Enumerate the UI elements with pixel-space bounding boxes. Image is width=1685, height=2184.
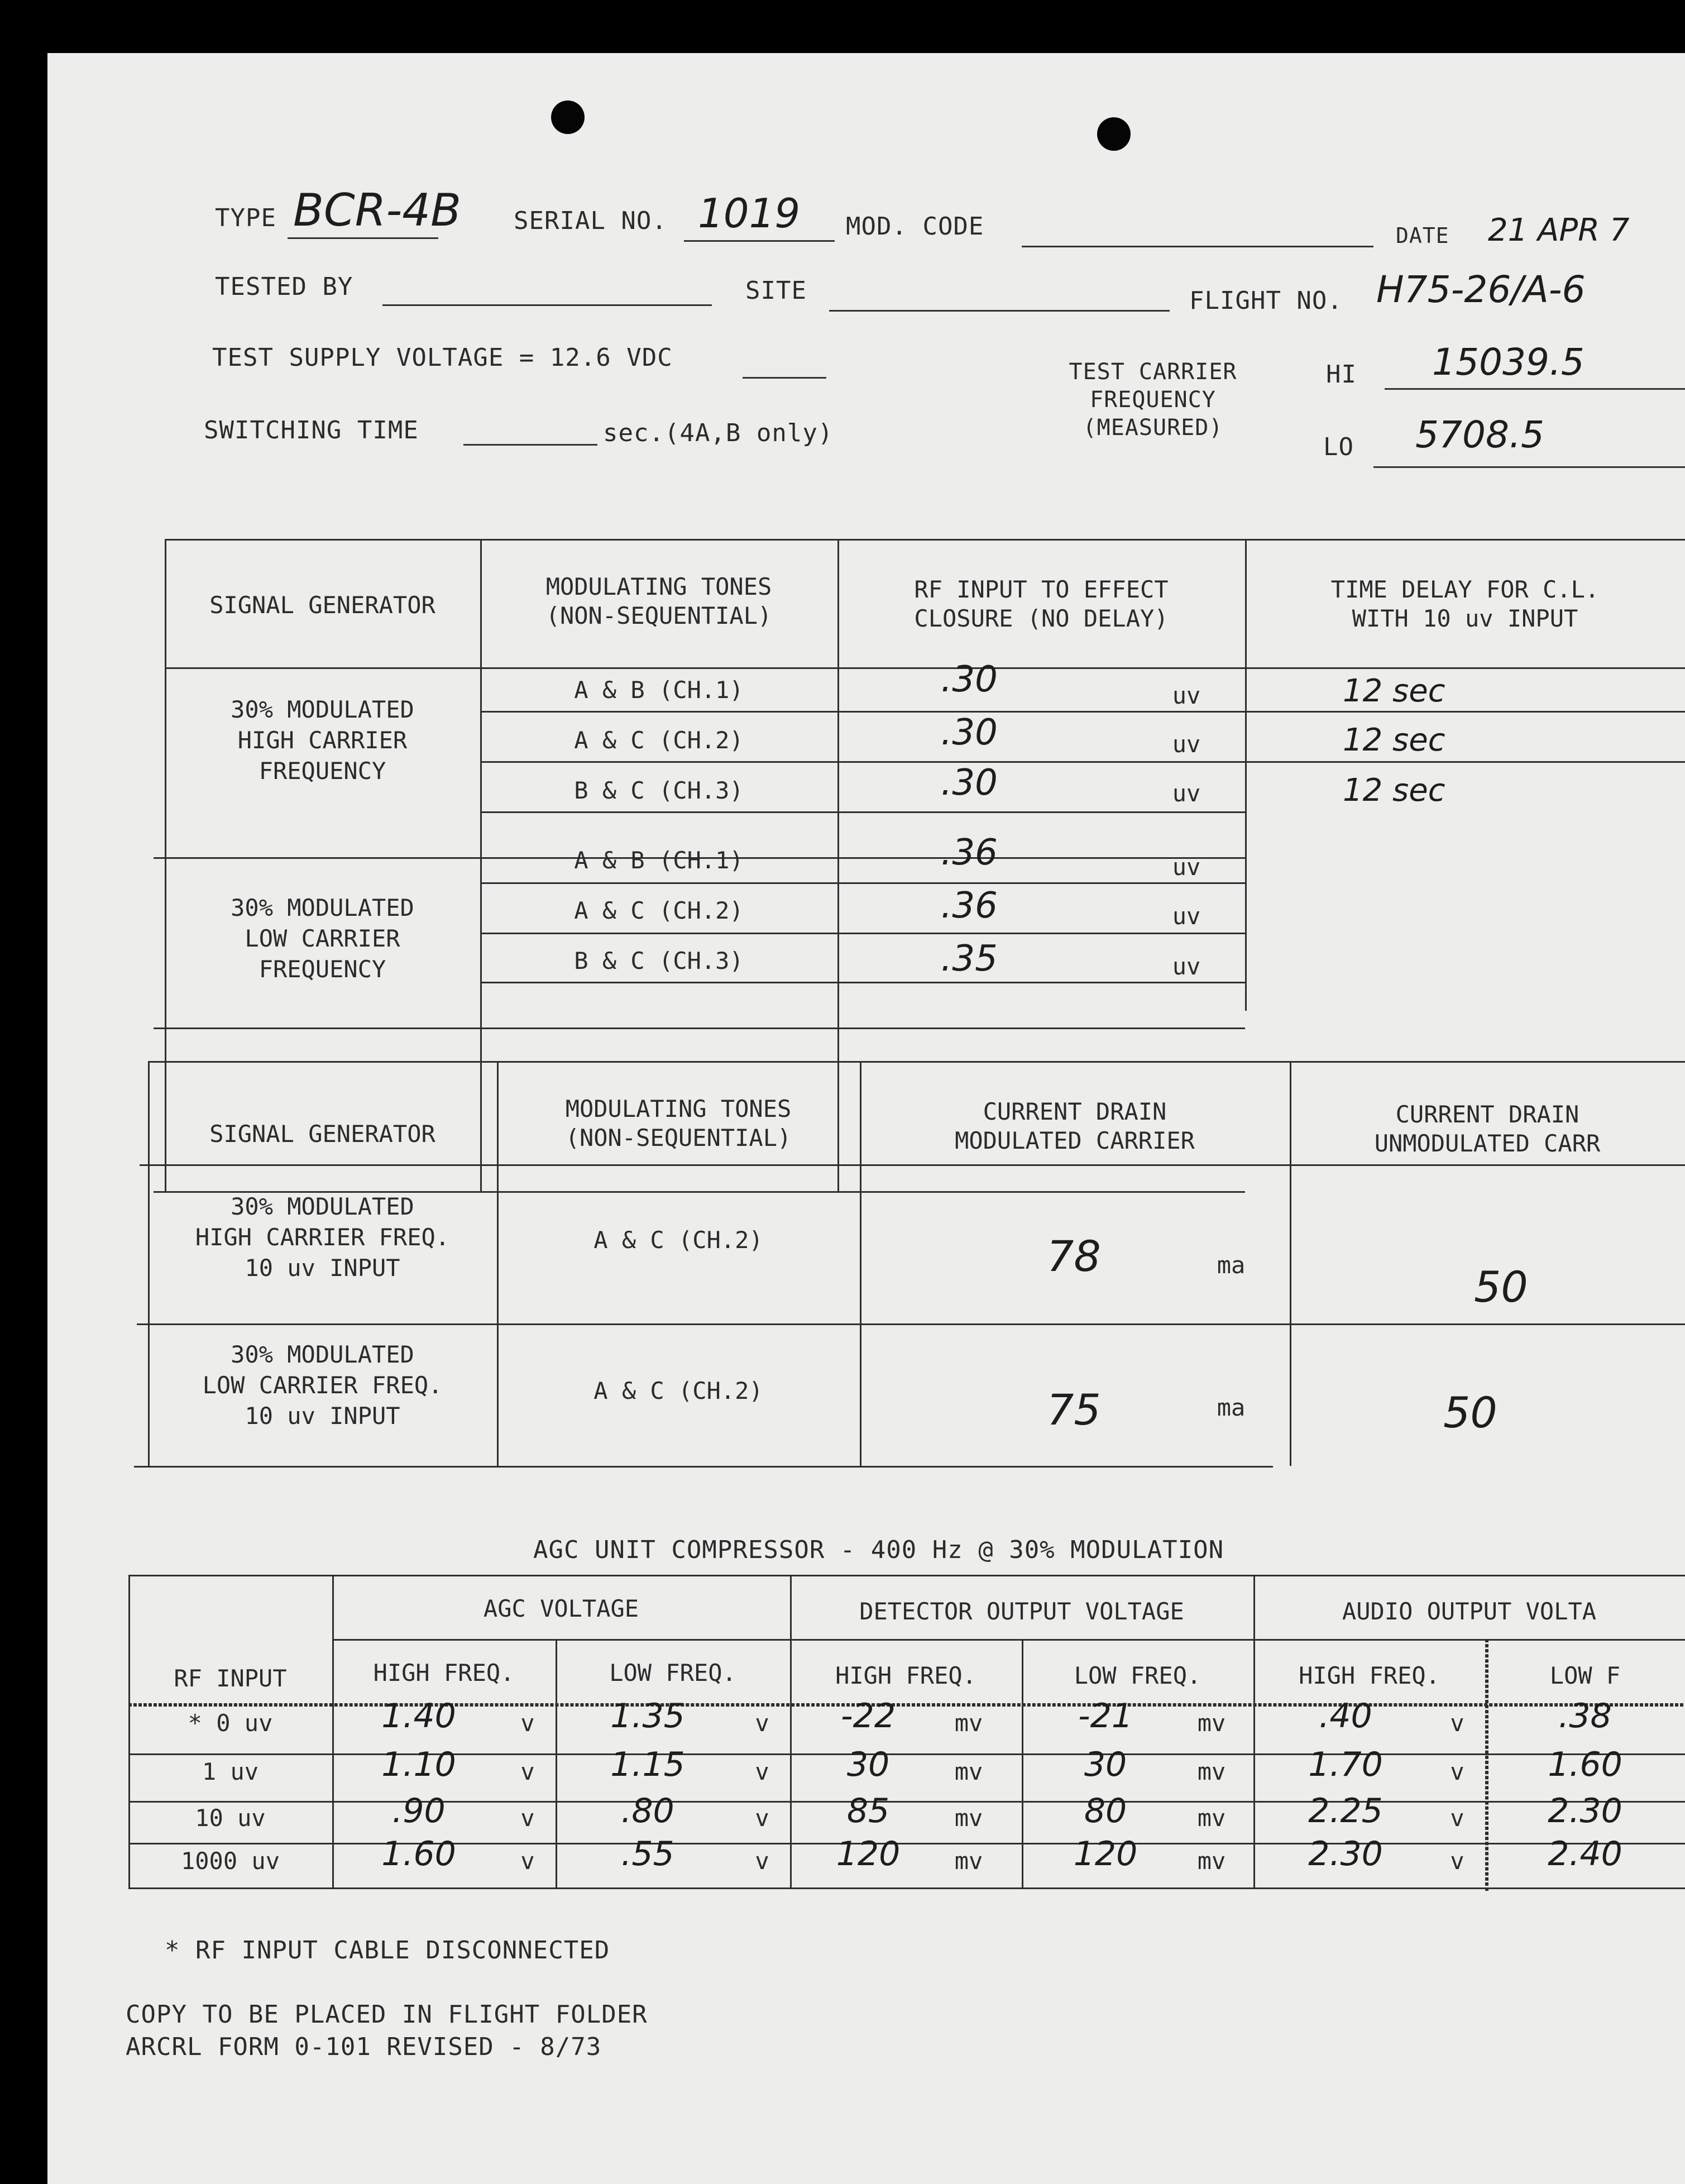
agc-unit: mv <box>954 1847 983 1875</box>
date-value: 21 APR 7 <box>1488 212 1630 248</box>
agc-cell-aud-hi: 1.70 <box>1308 1745 1383 1784</box>
t1-unit: uv <box>1172 730 1201 758</box>
t1-value: .35 <box>941 938 998 979</box>
agc-cell-det-hi: 30 <box>846 1745 890 1784</box>
agc-cell-det-lo: 80 <box>1084 1791 1127 1831</box>
agc-unit: v <box>755 1804 769 1832</box>
t1-unit: uv <box>1172 953 1201 980</box>
t1-value: .36 <box>941 832 998 873</box>
t1-header-signal-generator: SIGNAL GENERATOR <box>209 591 435 619</box>
t1-tone: A & C (CH.2) <box>574 727 744 754</box>
t3-group-audio: AUDIO OUTPUT VOLTA <box>1342 1598 1597 1625</box>
agc-unit: v <box>755 1758 769 1785</box>
agc-unit: v <box>755 1709 769 1737</box>
agc-unit: v <box>1450 1709 1464 1737</box>
t2-mod-value: 75 <box>1047 1385 1101 1435</box>
t1-delay: 12 sec <box>1343 673 1445 709</box>
hi-label: HI <box>1326 360 1357 389</box>
agc-cell-agc-hi: 1.40 <box>381 1696 456 1736</box>
agc-cell-agc-hi: 1.10 <box>381 1745 456 1784</box>
t2-header-signal-generator: SIGNAL GENERATOR <box>209 1120 435 1148</box>
agc-cell-aud-hi: 2.25 <box>1308 1791 1383 1831</box>
supply-voltage-label: TEST SUPPLY VOLTAGE = 12.6 VDC <box>212 343 673 372</box>
agc-cell-det-hi: 85 <box>846 1791 890 1831</box>
switching-time-label: SWITCHING TIME <box>204 416 419 445</box>
footer-line-2: ARCRL FORM 0-101 REVISED - 8/73 <box>126 2033 602 2061</box>
t2-unmod-value: 50 <box>1474 1262 1528 1312</box>
t2-gen-line: HIGH CARRIER FREQ. <box>195 1224 450 1251</box>
t2-gen-line: 30% MODULATED <box>231 1193 414 1220</box>
carrier-label-3: (MEASURED) <box>1083 415 1223 441</box>
t1-unit: uv <box>1172 780 1201 807</box>
agc-cell-agc-lo: 1.35 <box>610 1696 685 1736</box>
lo-value: 5708.5 <box>1415 413 1544 456</box>
agc-cell-input: * 0 uv <box>188 1709 273 1737</box>
t2-mod-value: 78 <box>1047 1231 1101 1281</box>
t2-header-tones-sub: (NON-SEQUENTIAL) <box>565 1124 792 1151</box>
agc-cell-aud-lo: .38 <box>1558 1696 1612 1736</box>
t2-unit: ma <box>1217 1251 1246 1279</box>
agc-cell-agc-lo: 1.15 <box>610 1745 685 1784</box>
t2-gen-line: LOW CARRIER FREQ. <box>202 1371 443 1399</box>
t1-value: .30 <box>941 762 998 804</box>
date-label: DATE <box>1396 223 1449 248</box>
t1-tone: A & C (CH.2) <box>574 897 744 924</box>
t1-group-high-1: 30% MODULATED <box>231 696 414 723</box>
t2-tone: A & C (CH.2) <box>593 1226 763 1254</box>
switching-suffix: sec.(4A,B only) <box>603 419 834 447</box>
t2-header-drain-unmod: CURRENT DRAIN <box>1395 1101 1579 1128</box>
serial-label: SERIAL NO. <box>514 207 667 235</box>
form-sheet <box>47 53 1685 2184</box>
agc-cell-agc-hi: 1.60 <box>381 1834 456 1874</box>
t1-value: .36 <box>941 885 998 926</box>
agc-unit: mv <box>954 1804 983 1832</box>
t1-delay: 12 sec <box>1343 772 1445 809</box>
agc-unit: v <box>755 1847 769 1875</box>
serial-value: 1019 <box>698 190 801 237</box>
flight-value: H75-26/A-6 <box>1376 268 1586 311</box>
t3-header-agc-lo: LOW FREQ. <box>609 1659 736 1686</box>
t2-unit: ma <box>1217 1394 1246 1421</box>
punch-hole-left <box>551 101 585 134</box>
t1-group-high-3: FREQUENCY <box>259 757 386 785</box>
t1-unit: uv <box>1172 902 1201 930</box>
agc-cell-input: 1000 uv <box>180 1847 280 1875</box>
t2-gen-line: 10 uv INPUT <box>245 1402 400 1430</box>
agc-unit: v <box>1450 1847 1464 1875</box>
agc-cell-aud-hi: .40 <box>1319 1696 1372 1736</box>
agc-cell-input: 1 uv <box>202 1758 259 1785</box>
agc-cell-agc-lo: .55 <box>621 1834 674 1874</box>
t1-tone: A & B (CH.1) <box>574 847 744 874</box>
agc-cell-agc-hi: .90 <box>392 1791 446 1831</box>
agc-cell-aud-lo: 2.30 <box>1548 1791 1622 1831</box>
t2-unmod-value: 50 <box>1443 1388 1497 1437</box>
t1-header-tones-sub: (NON-SEQUENTIAL) <box>545 602 772 629</box>
agc-cell-det-lo: -21 <box>1078 1696 1133 1736</box>
t1-group-low-2: LOW CARRIER <box>245 925 400 952</box>
agc-unit: v <box>520 1758 535 1785</box>
t3-group-agc: AGC VOLTAGE <box>483 1595 639 1622</box>
t1-tone: A & B (CH.1) <box>574 676 744 704</box>
agc-unit: mv <box>1197 1758 1226 1785</box>
t1-group-low-3: FREQUENCY <box>259 955 386 983</box>
t2-header-drain-mod: CURRENT DRAIN <box>983 1098 1167 1125</box>
agc-cell-det-hi: -22 <box>841 1696 896 1736</box>
lo-label: LO <box>1323 433 1354 461</box>
t1-header-time-delay: TIME DELAY FOR C.L. <box>1330 576 1600 603</box>
t1-group-high-2: HIGH CARRIER <box>237 727 408 754</box>
agc-unit: v <box>520 1804 535 1832</box>
hi-value: 15039.5 <box>1432 341 1585 384</box>
t3-group-detector: DETECTOR OUTPUT VOLTAGE <box>859 1598 1184 1625</box>
site-label: SITE <box>745 276 807 305</box>
footnote: * RF INPUT CABLE DISCONNECTED <box>165 1936 610 1965</box>
t1-unit: uv <box>1172 682 1201 709</box>
footer-line-1: COPY TO BE PLACED IN FLIGHT FOLDER <box>126 2000 648 2029</box>
agc-cell-input: 10 uv <box>195 1804 266 1832</box>
tested-by-label: TESTED BY <box>215 273 353 301</box>
t1-delay: 12 sec <box>1343 722 1445 758</box>
t1-header-rf-input: RF INPUT TO EFFECT <box>914 576 1169 603</box>
t2-header-drain-mod-sub: MODULATED CARRIER <box>955 1127 1195 1154</box>
t3-header-rf-input: RF INPUT <box>174 1665 287 1692</box>
t2-header-tones: MODULATING TONES <box>565 1095 792 1122</box>
type-value: BCR-4B <box>293 184 461 236</box>
agc-unit: v <box>1450 1804 1464 1832</box>
type-label: TYPE <box>215 204 276 232</box>
t2-tone: A & C (CH.2) <box>593 1377 763 1404</box>
agc-unit: v <box>520 1847 535 1875</box>
t3-header-det-hi: HIGH FREQ. <box>835 1662 976 1689</box>
agc-unit: v <box>1450 1758 1464 1785</box>
t1-header-tones: MODULATING TONES <box>545 573 772 600</box>
t1-header-closure: CLOSURE (NO DELAY) <box>914 605 1169 632</box>
t1-tone: B & C (CH.3) <box>574 947 744 974</box>
agc-table-title: AGC UNIT COMPRESSOR - 400 Hz @ 30% MODULATION <box>533 1536 1224 1564</box>
t1-tone: B & C (CH.3) <box>574 777 744 804</box>
punch-hole-right <box>1097 117 1131 151</box>
agc-unit: mv <box>954 1709 983 1737</box>
agc-unit: mv <box>1197 1847 1226 1875</box>
agc-cell-aud-lo: 2.40 <box>1548 1834 1622 1874</box>
agc-unit: mv <box>954 1758 983 1785</box>
agc-cell-aud-lo: 1.60 <box>1548 1745 1622 1784</box>
agc-unit: mv <box>1197 1709 1226 1737</box>
agc-cell-det-lo: 30 <box>1084 1745 1127 1784</box>
mod-code-label: MOD. CODE <box>846 212 984 241</box>
t3-header-aud-hi: HIGH FREQ. <box>1299 1662 1440 1689</box>
t3-header-det-lo: LOW FREQ. <box>1074 1662 1201 1689</box>
agc-cell-det-lo: 120 <box>1073 1834 1138 1874</box>
agc-cell-aud-hi: 2.30 <box>1308 1834 1383 1874</box>
agc-cell-det-hi: 120 <box>836 1834 901 1874</box>
t1-value: .30 <box>941 659 998 700</box>
agc-unit: mv <box>1197 1804 1226 1832</box>
t1-unit: uv <box>1172 853 1201 881</box>
t1-group-low-1: 30% MODULATED <box>231 894 414 921</box>
flight-label: FLIGHT NO. <box>1189 286 1343 315</box>
t2-gen-line: 30% MODULATED <box>231 1341 414 1368</box>
t3-header-agc-hi: HIGH FREQ. <box>373 1659 515 1686</box>
t1-value: .30 <box>941 712 998 753</box>
agc-unit: v <box>520 1709 535 1737</box>
t2-header-drain-unmod-sub: UNMODULATED CARR <box>1374 1130 1601 1157</box>
t3-header-aud-lo: LOW F <box>1549 1662 1621 1689</box>
t1-header-10uv: WITH 10 uv INPUT <box>1352 605 1578 632</box>
t2-gen-line: 10 uv INPUT <box>245 1254 400 1282</box>
carrier-label-2: FREQUENCY <box>1090 387 1216 413</box>
agc-cell-agc-lo: .80 <box>621 1791 674 1831</box>
carrier-label-1: TEST CARRIER <box>1069 359 1237 385</box>
